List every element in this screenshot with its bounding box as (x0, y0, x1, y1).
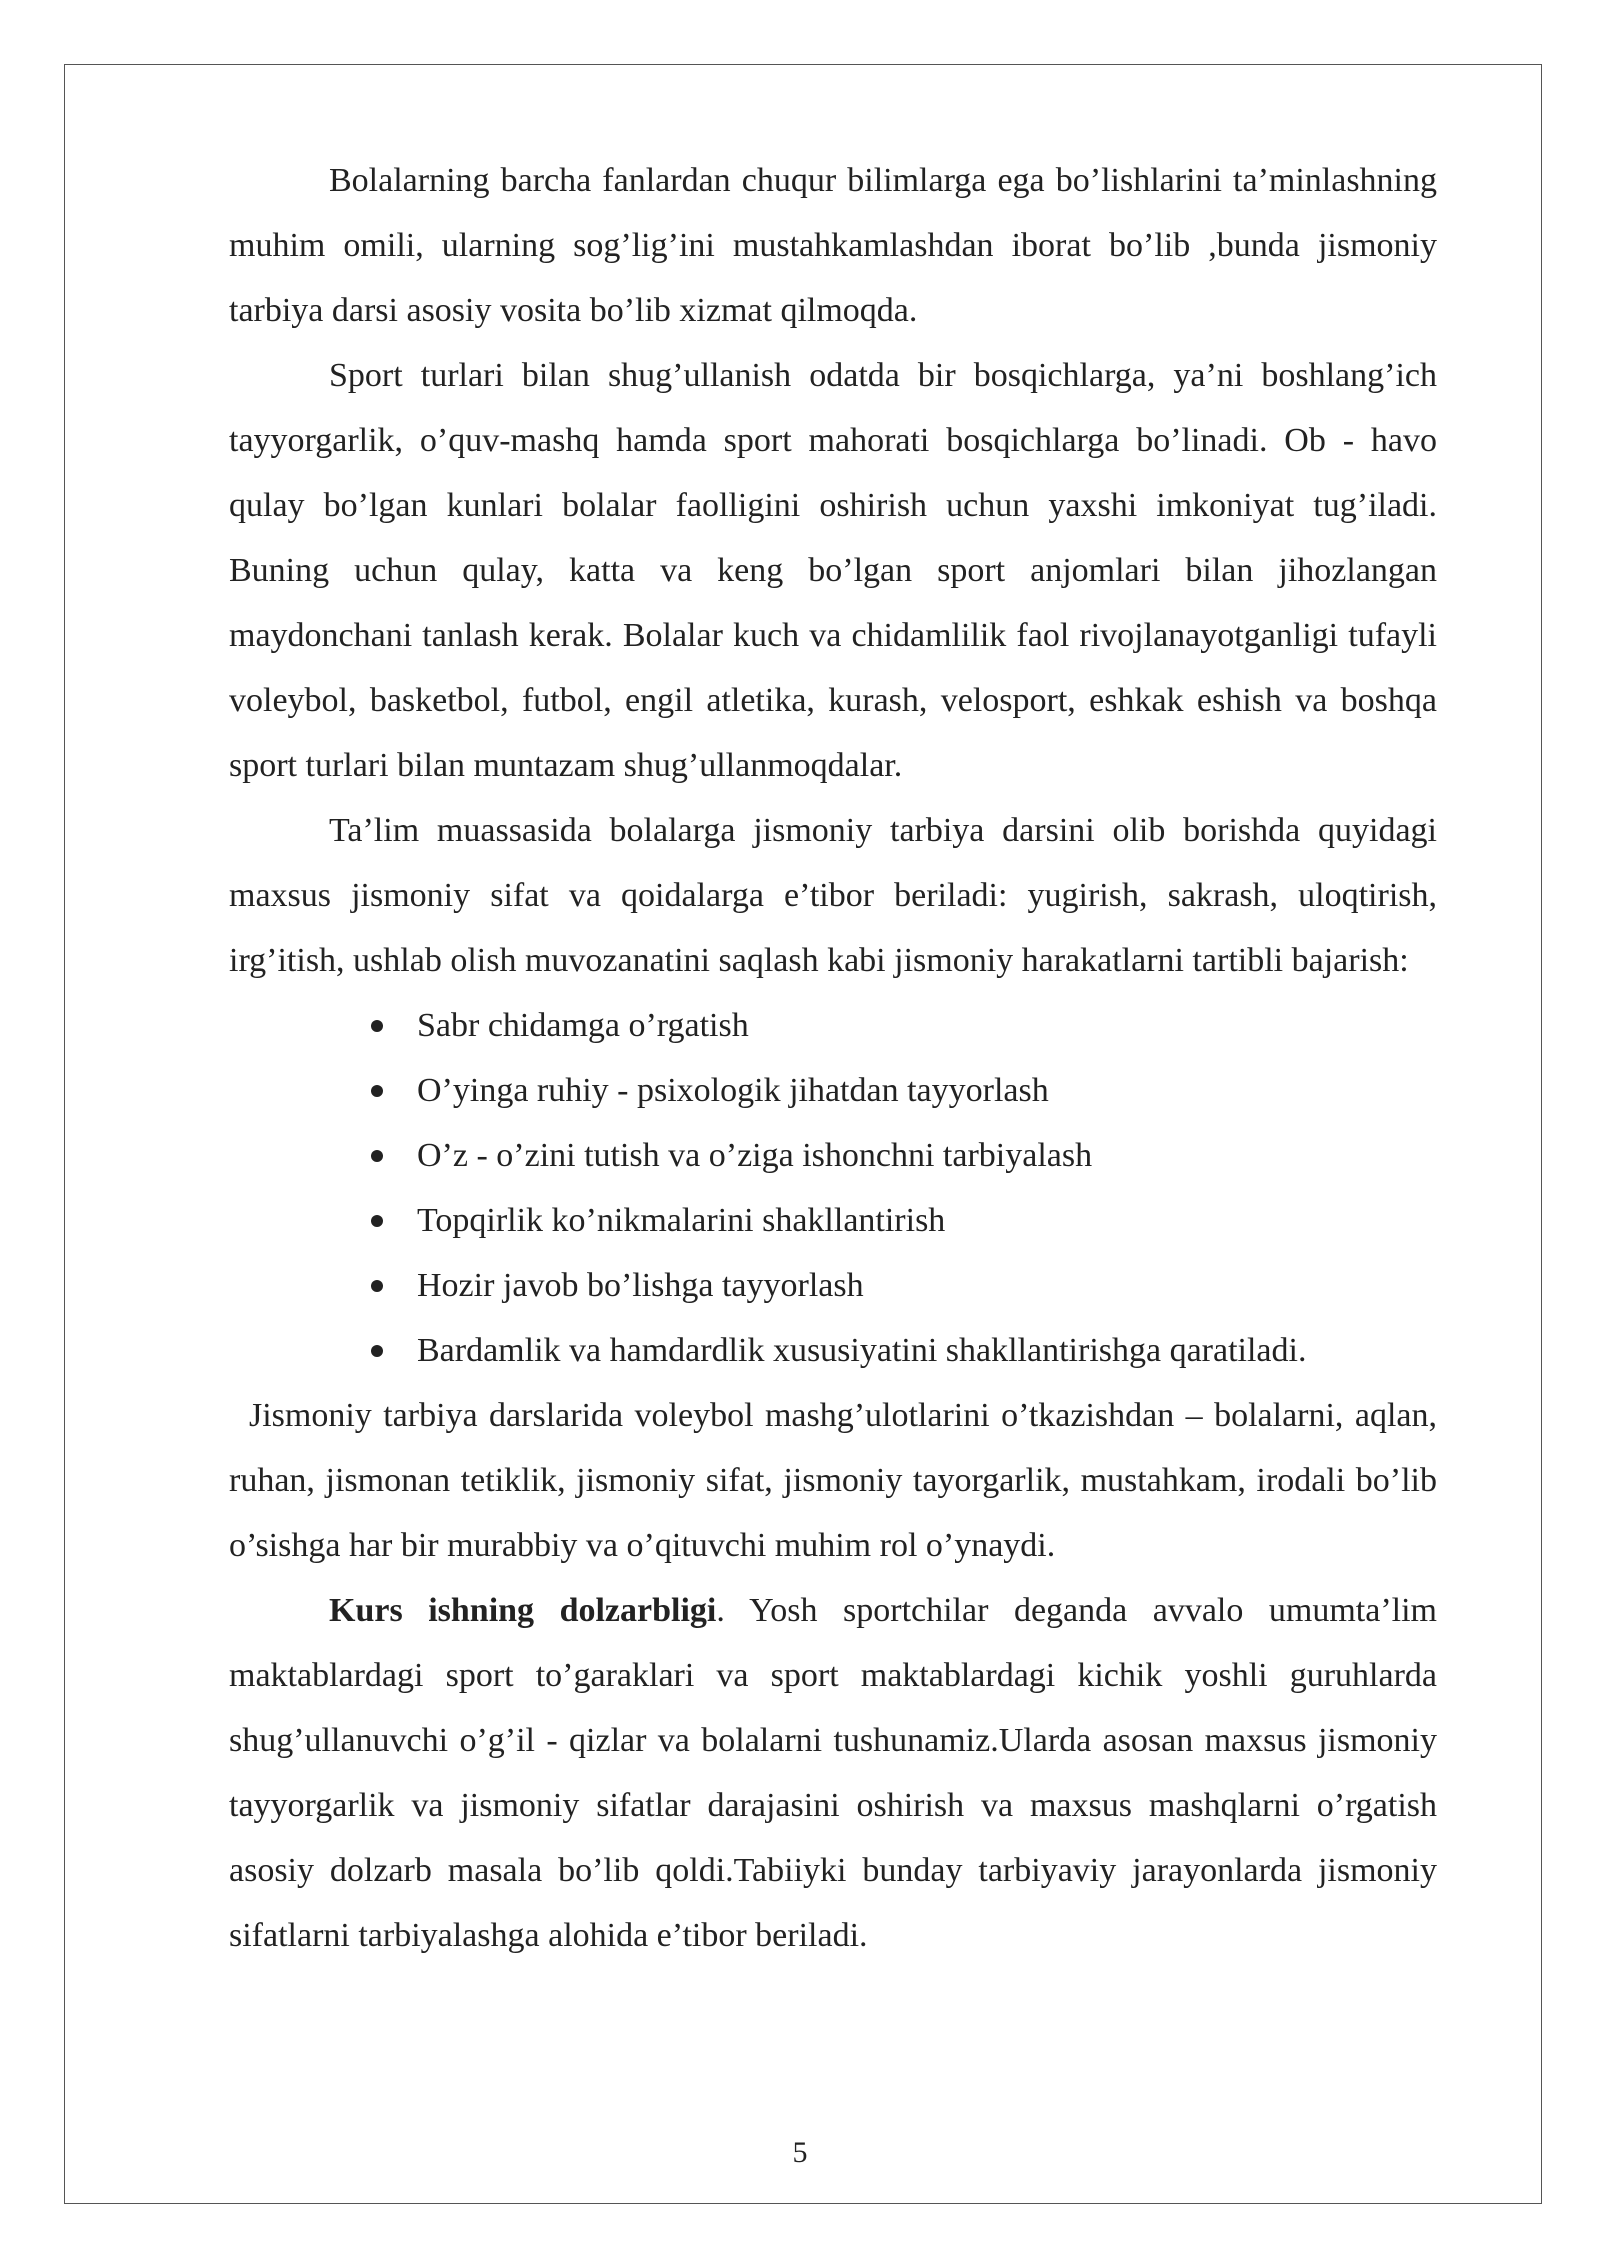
relevance-text: . Yosh sportchilar deganda avvalo umumta’lim maktablardagi sport to’garaklari va sport maktablardagi kichik yoshli guruhlarda shug’ullanuvchi o’g’il - qizlar va bolalarni tushunamiz.Ularda asosan maxsus jismoniy tayyorgarlik va jismoniy sifatlar darajasini oshirish va maxsus mashqlarni o’rgatish asosiy dolzarb masala bo’lib qoldi.Tabiiyki bunday tarbiyaviy jarayonlarda jismoniy sifatlarni tarbiyalashga alohida e’tibor beriladi. (229, 1592, 1437, 1954)
bullet-list (229, 993, 1437, 1383)
list-item-text: Topqirlik ko’nikmalarini shakllantirish (417, 1202, 946, 1239)
list-item (229, 993, 1437, 1058)
list-item (229, 1253, 1437, 1318)
list-item-text: Sabr chidamga o’rgatish (417, 1007, 749, 1044)
bullet-icon (371, 1345, 383, 1357)
bullet-icon (371, 1215, 383, 1227)
list-item (229, 1058, 1437, 1123)
paragraph-4: Jismoniy tarbiya darslarida voleybol mashg’ulotlarini o’tkazishdan – bolalarni, aqlan, ruhan, jismonan tetiklik, jismoniy sifat, jismoniy tayorgarlik, mustahkam, irodali bo’lib o’sishga har bir murabbiy va o’qituvchi muhim rol o’ynaydi. (229, 1397, 1437, 1564)
relevance-heading: Kurs ishning dolzarbligi (329, 1592, 717, 1629)
paragraph-2: Sport turlari bilan shug’ullanish odatda bir bosqichlarga, ya’ni boshlang’ich tayyorgarlik, o’quv-mashq hamda sport mahorati bosqichlarga bo’linadi. Ob - havo qulay bo’lgan kunlari bolalar faolligini oshirish uchun yaxshi imkoniyat tug’iladi. Buning uchun qulay, katta va keng bo’lgan sport anjomlari bilan jihozlangan maydonchani tanlash kerak. Bolalar kuch va chidamlilik faol rivojlanayotganligi tufayli voleybol, basketbol, futbol, engil atletika, kurash, velosport, eshkak eshish va boshqa sport turlari bilan muntazam shug’ullanmoqdalar. (229, 357, 1437, 784)
page-content (229, 148, 1437, 1968)
relevance-paragraph (229, 1578, 1437, 1968)
paragraph-3: Ta’lim muassasida bolalarga jismoniy tarbiya darsini olib borishda quyidagi maxsus jismoniy sifat va qoidalarga e’tibor beriladi: yugirish, sakrash, uloqtirish, irg’itish, ushlab olish muvozanatini saqlash kabi jismoniy harakatlarni tartibli bajarish: (229, 812, 1437, 979)
bullet-icon (371, 1280, 383, 1292)
list-item (229, 1188, 1437, 1253)
list-item-text: O’z - o’zini tutish va o’ziga ishonchni tarbiyalash (417, 1137, 1093, 1174)
bullet-icon (371, 1150, 383, 1162)
list-item-text: Hozir javob bo’lishga tayyorlash (417, 1267, 864, 1304)
bullet-icon (371, 1085, 383, 1097)
bullet-icon (371, 1020, 383, 1032)
list-item-text: Bardamlik va hamdardlik xususiyatini shakllantirishga qaratiladi. (417, 1332, 1307, 1369)
list-item (229, 1318, 1437, 1383)
list-item (229, 1123, 1437, 1188)
page-number: 5 (792, 2136, 808, 2169)
paragraph-1: Bolalarning barcha fanlardan chuqur bilimlarga ega bo’lishlarini ta’minlashning muhim omili, ularning sog’lig’ini mustahkamlashdan iborat bo’lib ,bunda jismoniy tarbiya darsi asosiy vosita bo’lib xizmat qilmoqda. (229, 162, 1437, 329)
list-item-text: O’yinga ruhiy - psixologik jihatdan tayyorlash (417, 1072, 1049, 1109)
